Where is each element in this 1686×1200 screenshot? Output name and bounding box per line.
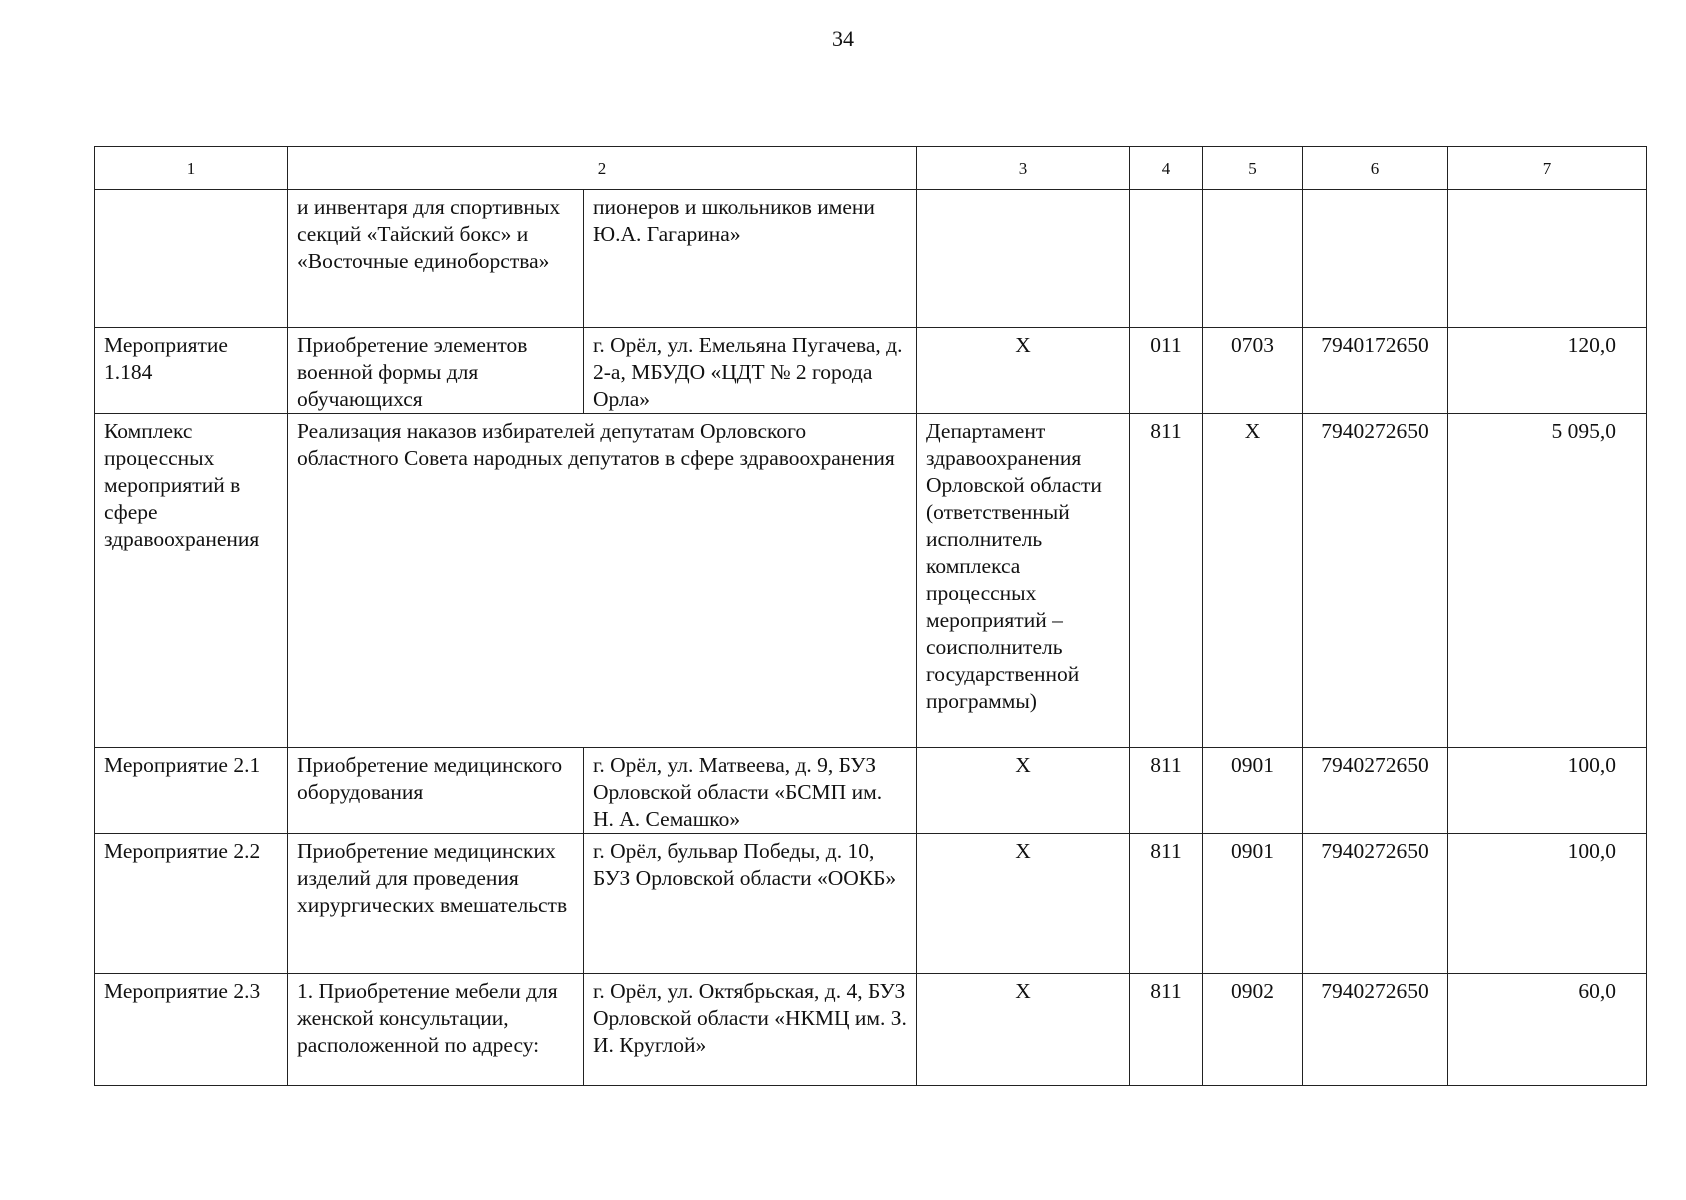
header-row <box>95 147 1647 190</box>
executor-cell <box>917 190 1130 328</box>
code-cell <box>1130 190 1203 328</box>
table-row <box>95 328 1647 414</box>
executor-cell: Х <box>917 974 1130 1086</box>
code-cell: 811 <box>1130 974 1203 1086</box>
target-code-cell: 7940272650 <box>1303 748 1448 834</box>
event-address-cell: г. Орёл, бульвар Победы, д. 10, БУЗ Орловской области «ООКБ» <box>584 834 917 974</box>
amount-cell: 100,0 <box>1448 834 1647 974</box>
event-description-cell: Приобретение медицинского оборудования <box>288 748 584 834</box>
target-code-cell <box>1303 190 1448 328</box>
event-address-cell: г. Орёл, ул. Октябрьская, д. 4, БУЗ Орловской области «НКМЦ им. З. И. Круглой» <box>584 974 917 1086</box>
table-row <box>95 974 1647 1086</box>
target-code-cell: 7940272650 <box>1303 974 1448 1086</box>
event-description-cell: Реализация наказов избирателей депутатам Орловского областного Совета народных депутатов в сфере здравоохранения <box>288 414 917 748</box>
table-row <box>95 414 1647 748</box>
section-cell: 0901 <box>1203 748 1303 834</box>
budget-table <box>94 146 1647 1086</box>
code-cell: 011 <box>1130 328 1203 414</box>
target-code-cell: 7940172650 <box>1303 328 1448 414</box>
amount-cell: 120,0 <box>1448 328 1647 414</box>
event-name-cell: Комплекс процессных мероприятий в сфере здравоохранения <box>95 414 288 748</box>
amount-cell <box>1448 190 1647 328</box>
event-name-cell: Мероприятие 2.2 <box>95 834 288 974</box>
code-cell: 811 <box>1130 748 1203 834</box>
code-cell: 811 <box>1130 414 1203 748</box>
amount-cell: 60,0 <box>1448 974 1647 1086</box>
header-cell: 3 <box>917 147 1130 190</box>
amount-cell: 5 095,0 <box>1448 414 1647 748</box>
code-cell: 811 <box>1130 834 1203 974</box>
event-name-cell: Мероприятие 2.1 <box>95 748 288 834</box>
header-cell: 1 <box>95 147 288 190</box>
event-description-cell: Приобретение медицинских изделий для проведения хирургических вмешательств <box>288 834 584 974</box>
event-name-cell: Мероприятие 1.184 <box>95 328 288 414</box>
event-address-cell: г. Орёл, ул. Матвеева, д. 9, БУЗ Орловской области «БСМП им. Н. А. Семашко» <box>584 748 917 834</box>
header-cell: 2 <box>288 147 917 190</box>
target-code-cell: 7940272650 <box>1303 414 1448 748</box>
section-cell <box>1203 190 1303 328</box>
executor-cell: Х <box>917 748 1130 834</box>
executor-cell: Департамент здравоохранения Орловской области (ответственный исполнитель комплекса процессных мероприятий – соисполнитель государственной программы) <box>917 414 1130 748</box>
table-row <box>95 748 1647 834</box>
event-address-cell: г. Орёл, ул. Емельяна Пугачева, д. 2-а, МБУДО «ЦДТ № 2 города Орла» <box>584 328 917 414</box>
section-cell: 0901 <box>1203 834 1303 974</box>
header-cell: 6 <box>1303 147 1448 190</box>
section-cell: 0902 <box>1203 974 1303 1086</box>
event-name-cell <box>95 190 288 328</box>
header-cell: 5 <box>1203 147 1303 190</box>
table-row <box>95 834 1647 974</box>
event-name-cell: Мероприятие 2.3 <box>95 974 288 1086</box>
event-address-cell: пионеров и школьников имени Ю.А. Гагарина» <box>584 190 917 328</box>
target-code-cell: 7940272650 <box>1303 834 1448 974</box>
event-description-cell: 1. Приобретение мебели для женской консультации, расположенной по адресу: <box>288 974 584 1086</box>
amount-cell: 100,0 <box>1448 748 1647 834</box>
header-cell: 4 <box>1130 147 1203 190</box>
table-row <box>95 190 1647 328</box>
executor-cell: Х <box>917 834 1130 974</box>
executor-cell: Х <box>917 328 1130 414</box>
header-cell: 7 <box>1448 147 1647 190</box>
section-cell: Х <box>1203 414 1303 748</box>
page-number: 34 <box>832 26 854 51</box>
event-description-cell: и инвентаря для спортивных секций «Тайский бокс» и «Восточные единоборства» <box>288 190 584 328</box>
event-description-cell: Приобретение элементов военной формы для обучающихся <box>288 328 584 414</box>
section-cell: 0703 <box>1203 328 1303 414</box>
